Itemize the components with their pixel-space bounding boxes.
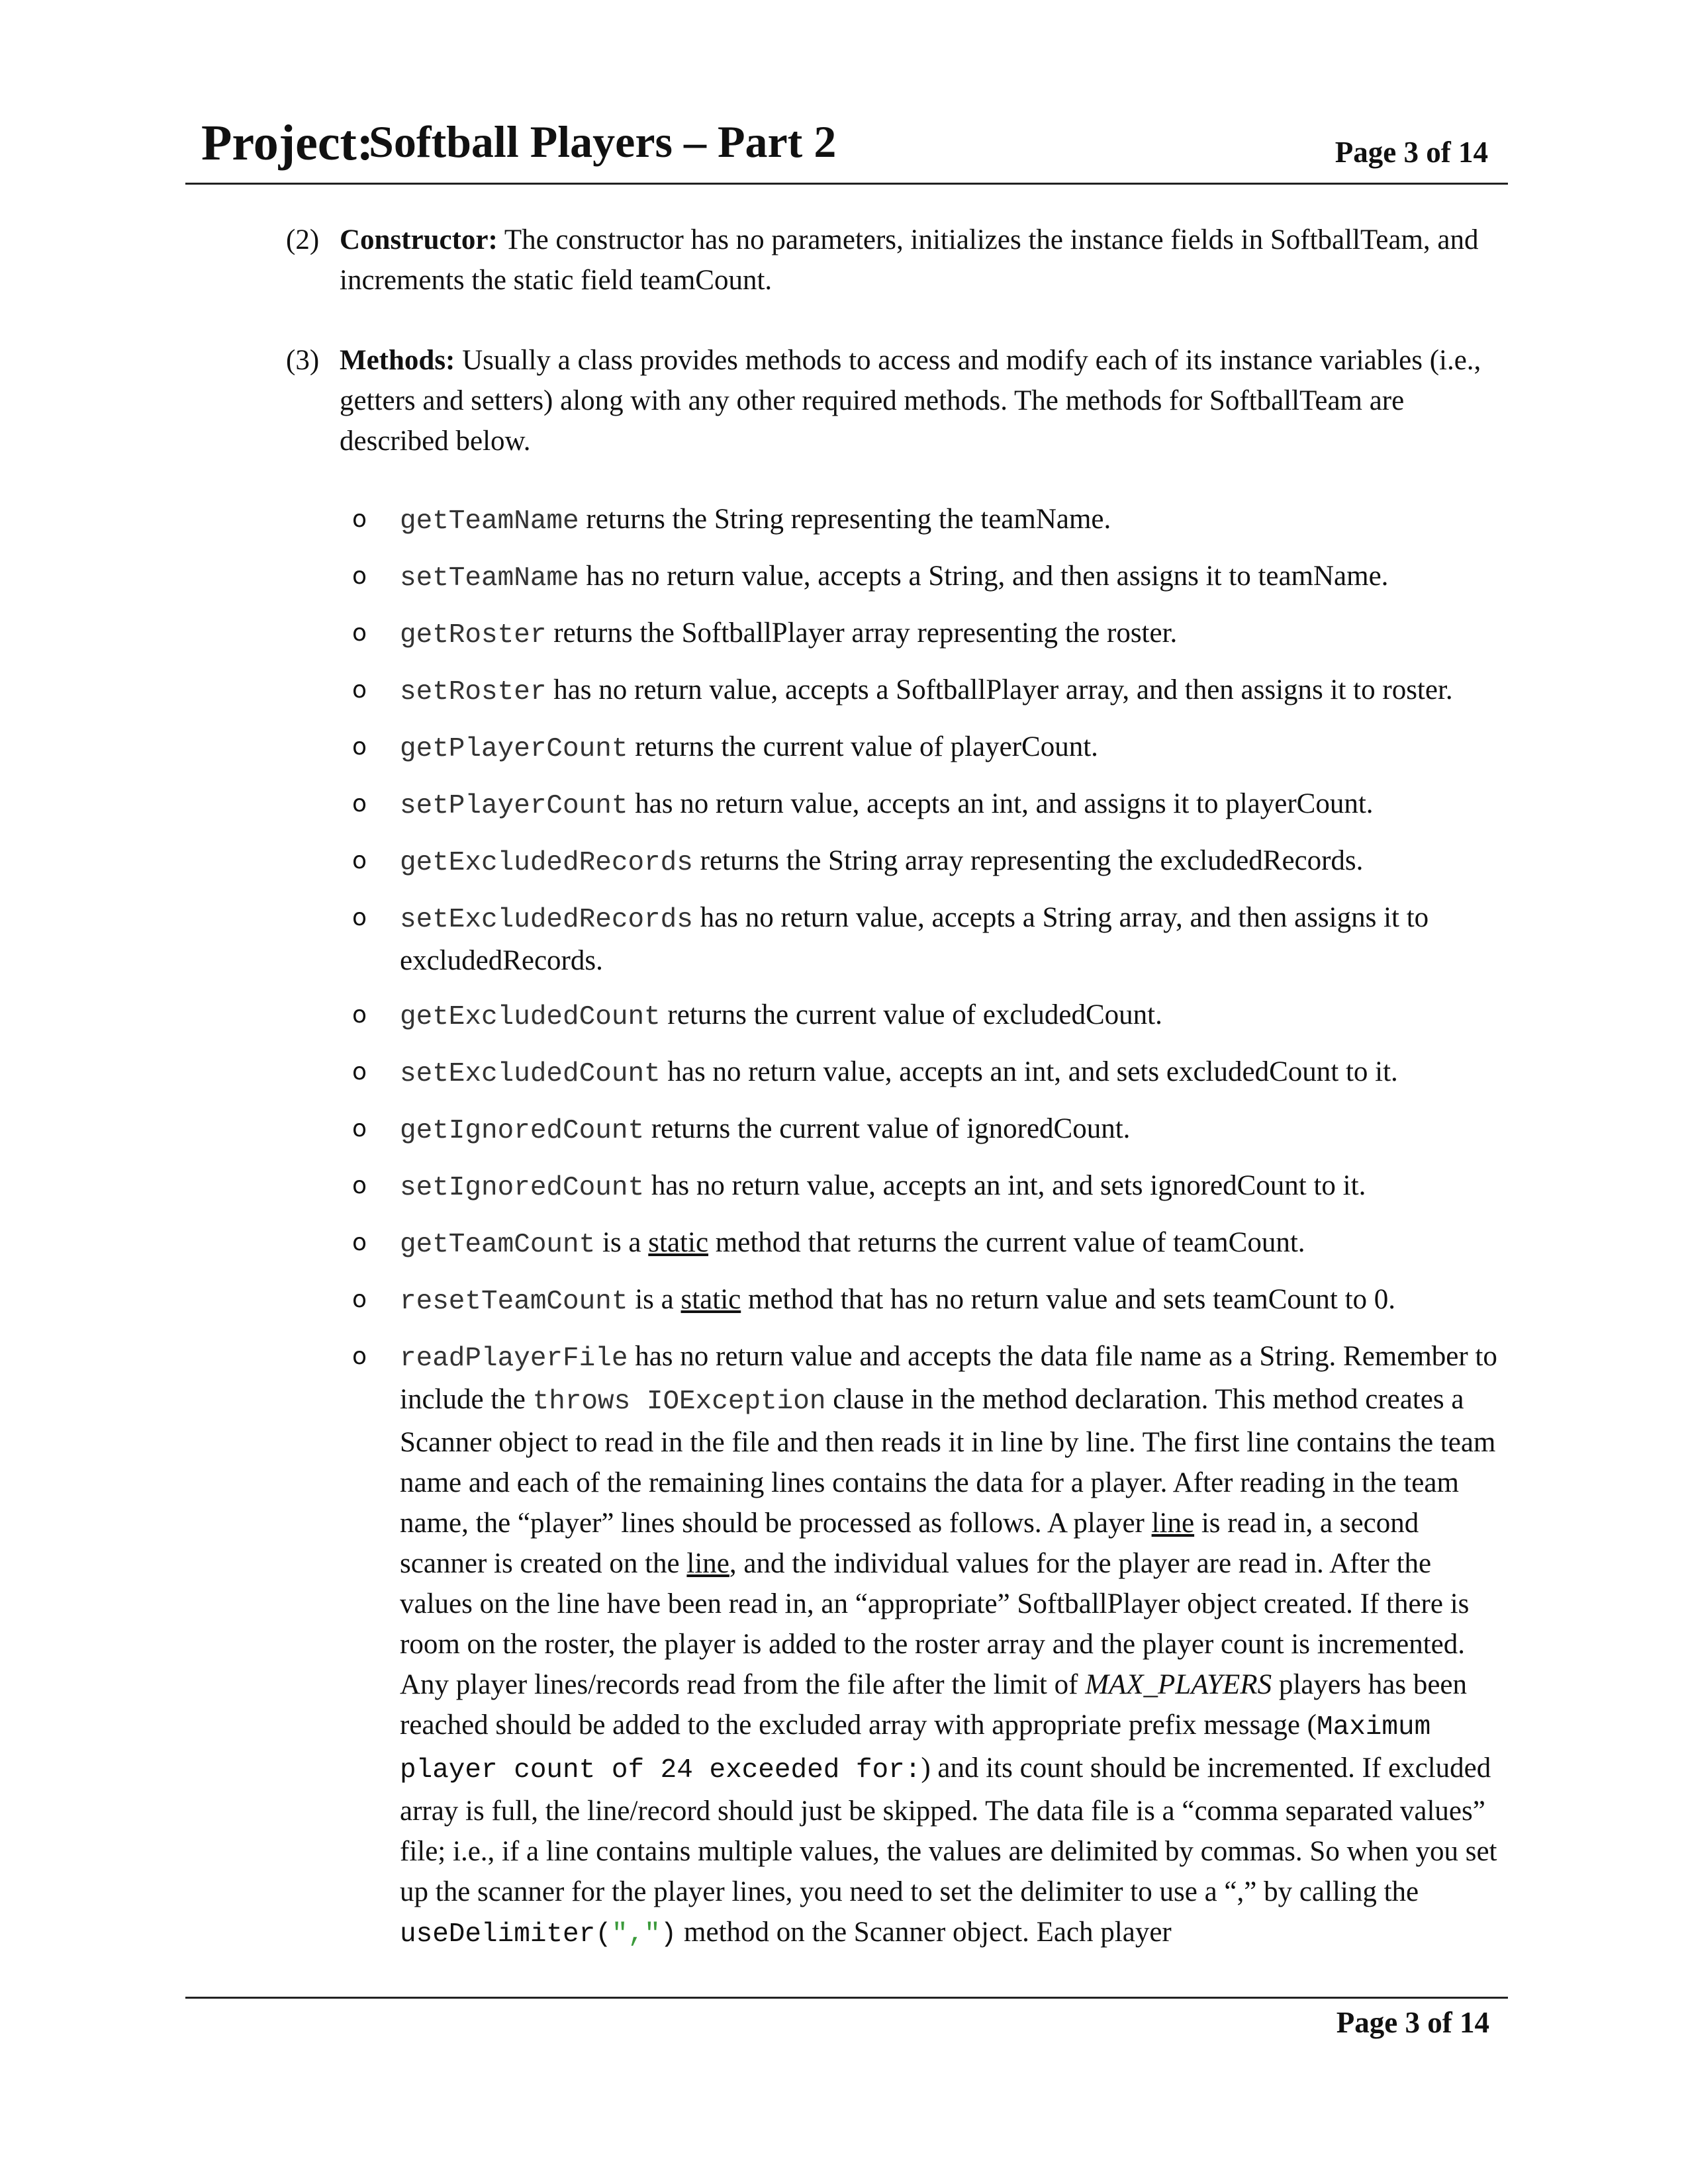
bullet-icon: o (352, 1172, 367, 1199)
method-description: returns the current value of playerCount. (628, 731, 1098, 762)
method-name: setExcludedRecords (400, 905, 693, 935)
header-page-number: Page 3 of 14 (1335, 136, 1488, 169)
list-item (352, 556, 1504, 599)
method-name: setRoster (400, 677, 547, 707)
list-item (352, 1165, 1504, 1208)
method-name: getTeamCount (400, 1230, 596, 1260)
method-description: clause in the method declaration. This method creates a Scanner object to read in the file and then reads it in line by line. The first line contains the team name and each of the remaining lines contains the data for a player. After reading in the team name, the “player” lines should be processed as follows. A player (400, 1384, 1496, 1539)
bullet-icon: o (352, 790, 367, 817)
bullet-icon: o (352, 904, 367, 931)
method-description: has no return value and accepts the data file name as a String. Remember to include the (400, 1341, 1497, 1415)
method-name: getPlayerCount (400, 734, 628, 764)
page-title: Softball Players – Part 2 (369, 116, 837, 167)
method-description: method that returns the current value of teamCount. (708, 1227, 1305, 1258)
method-name: getExcludedCount (400, 1002, 661, 1032)
method-description: has no return value, accepts an int, and sets ignoredCount to it. (644, 1170, 1366, 1201)
method-description: returns the SoftballPlayer array representing the roster. (546, 617, 1178, 649)
method-name: setTeamName (400, 563, 579, 594)
list-item (352, 897, 1504, 981)
method-name: setIgnoredCount (400, 1173, 645, 1203)
list-item (352, 841, 1504, 884)
method-description: has no return value, accepts a SoftballPlayer array, and then assigns it to roster. (546, 674, 1453, 705)
method-description: method that has no return value and sets teamCount to 0. (741, 1284, 1396, 1315)
prefix-message: Maximum player count of 24 exceeded for: (400, 1712, 1431, 1786)
bullet-icon: o (352, 506, 367, 533)
bullet-icon: o (352, 1115, 367, 1142)
list-item (352, 1109, 1504, 1152)
list-item (352, 995, 1504, 1038)
method-description: returns the String representing the teamName. (579, 504, 1111, 535)
bullet-icon: o (352, 1229, 367, 1256)
method-description: is a (628, 1284, 681, 1315)
list-item (352, 727, 1504, 770)
list-item (352, 499, 1504, 542)
method-description: is read in, a second scanner is created on the (400, 1508, 1419, 1579)
method-name: getIgnoredCount (400, 1116, 645, 1146)
static-keyword: static (680, 1284, 741, 1315)
delimiter-string-literal: "," (611, 1919, 661, 1950)
bullet-icon: o (352, 563, 367, 590)
read-player-file-item (352, 1336, 1504, 1955)
method-description: returns the current value of ignoredCount. (644, 1113, 1131, 1144)
section-heading: Constructor: (340, 224, 498, 255)
list-item (352, 1279, 1504, 1322)
method-name: resetTeamCount (400, 1287, 628, 1317)
bullet-icon: o (352, 1286, 367, 1313)
footer-divider (185, 1997, 1508, 1999)
underlined-word: line (1151, 1508, 1195, 1539)
list-item (352, 613, 1504, 656)
method-name: getExcludedRecords (400, 848, 693, 878)
bullet-icon: o (352, 619, 367, 647)
throws-clause: throws IOException (532, 1387, 826, 1417)
list-item (352, 784, 1504, 827)
method-description: is a (595, 1227, 649, 1258)
bullet-icon: o (352, 847, 367, 874)
max-players-constant: MAX_PLAYERS (1085, 1669, 1272, 1700)
method-description: ) and its count should be incremented. If excluded array is full, the line/record should just be skipped. The data file is a “comma separated values” file; i.e., if a line contains multiple values, the values are delimited by commas. So when you set up the scanner for the player lines, you need to set the delimiter to use a “,” by calling the (400, 1752, 1497, 1907)
section-body (340, 340, 1497, 461)
method-description: returns the String array representing the excludedRecords. (692, 845, 1364, 876)
page-header (187, 115, 1508, 179)
title-prefix: Project: (201, 115, 374, 171)
method-name: setPlayerCount (400, 791, 628, 821)
bullet-icon: o (352, 676, 367, 704)
method-description: , and the individual values for the player are read in. After the values on the line have been read in, an “appropriate” SoftballPlayer object created. If there is room on the roster, the player is added to the roster array and the player count is incremented. Any player lines/records read from the file after the limit of (400, 1548, 1470, 1700)
footer-page-number: Page 3 of 14 (1336, 2006, 1489, 2039)
section-text: The constructor has no parameters, initializes the instance fields in SoftballTeam, and increments the static field teamCount. (340, 224, 1479, 296)
section-number: (3) (286, 345, 320, 376)
method-description: has no return value, accepts an int, and sets excludedCount to it. (660, 1056, 1398, 1087)
methods-list (352, 499, 1504, 1969)
list-item (352, 670, 1504, 713)
method-description: players has been reached should be added to the excluded array with appropriate prefix message ( (400, 1669, 1467, 1741)
section-heading: Methods: (340, 345, 455, 376)
method-description: has no return value, accepts a String, and then assigns it to teamName. (579, 561, 1389, 592)
static-keyword: static (648, 1227, 709, 1258)
method-name: getRoster (400, 620, 547, 651)
underlined-word: line (686, 1548, 729, 1579)
method-name: readPlayerFile (400, 1343, 628, 1374)
list-item (352, 1052, 1504, 1095)
header-divider (185, 183, 1508, 185)
method-description: has no return value, accepts a String array, and then assigns it to excludedRecords. (400, 902, 1429, 976)
list-item (352, 1222, 1504, 1265)
use-delimiter-call: useDelimiter( (400, 1919, 612, 1950)
bullet-icon: o (352, 1343, 367, 1370)
section-methods (286, 340, 1497, 461)
bullet-icon: o (352, 733, 367, 760)
bullet-icon: o (352, 1058, 367, 1085)
method-description: method on the Scanner object. Each player (677, 1917, 1172, 1948)
method-name: setExcludedCount (400, 1059, 661, 1089)
section-constructor (286, 220, 1497, 300)
use-delimiter-call-close: ) (660, 1919, 677, 1950)
section-body (340, 220, 1497, 300)
section-number: (2) (286, 224, 320, 255)
section-text: Usually a class provides methods to access and modify each of its instance variables (i.e., getters and setters) along with any other required methods. The methods for SoftballTeam are described below. (340, 345, 1481, 457)
method-name: getTeamName (400, 506, 579, 537)
method-description: returns the current value of excludedCount. (660, 999, 1162, 1030)
bullet-icon: o (352, 1001, 367, 1028)
method-description: has no return value, accepts an int, and assigns it to playerCount. (628, 788, 1374, 819)
